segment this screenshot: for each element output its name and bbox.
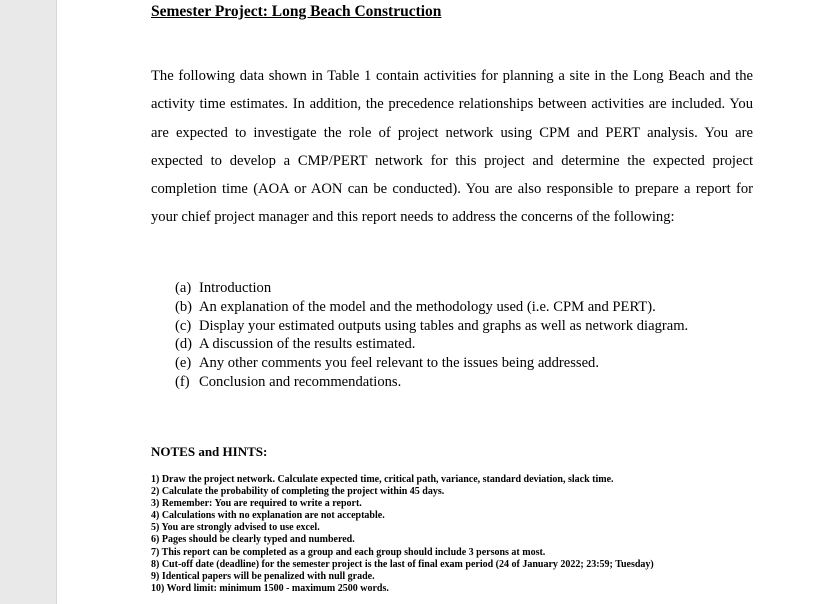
- note-item: 8) Cut-off date (deadline) for the semester project is the last of final exam period (24 of January 2022; 23:59; Tuesday): [151, 558, 654, 570]
- document-title: Semester Project: Long Beach Construction: [151, 3, 442, 20]
- note-item: 4) Calculations with no explanation are not acceptable.: [151, 510, 385, 522]
- list-marker: (d): [175, 336, 193, 353]
- list-item-text: Conclusion and recommendations.: [199, 373, 402, 390]
- note-item: 9) Identical papers will be penalized with null grade.: [151, 570, 375, 582]
- list-item: [175, 298, 709, 317]
- note-item: 1) Draw the project network. Calculate expected time, critical path, variance, standard deviation, slack time.: [151, 474, 614, 485]
- list-item: [175, 335, 709, 354]
- note-item: 7) This report can be completed as a group and each group should include 3 persons at most.: [151, 546, 546, 558]
- list-item-text: Display your estimated outputs using tables and graphs as well as network diagram.: [199, 317, 689, 334]
- list-marker: (c): [175, 317, 192, 334]
- list-item: [175, 317, 709, 336]
- notes-heading: NOTES and HINTS:: [151, 444, 268, 459]
- notes-list: [151, 474, 771, 595]
- list-item: [175, 373, 709, 392]
- note-item: 10) Word limit: minimum 1500 - maximum 2500 words.: [151, 582, 389, 594]
- note-item: 3) Remember: You are required to write a report.: [151, 498, 362, 510]
- list-marker: (a): [175, 280, 192, 296]
- list-item-text: Introduction: [199, 280, 272, 296]
- list-marker: (f): [175, 373, 190, 390]
- list-item-text: An explanation of the model and the methodology used (i.e. CPM and PERT).: [199, 298, 656, 315]
- list-item-text: Any other comments you feel relevant to the issues being addressed.: [199, 355, 600, 372]
- note-item: 5) You are strongly advised to use excel.: [151, 522, 320, 534]
- list-marker: (b): [175, 298, 193, 315]
- document-page: [56, 0, 824, 604]
- note-item: 2) Calculate the probability of completing the project within 45 days.: [151, 486, 445, 498]
- list-item: [175, 279, 709, 298]
- note-item: 6) Pages should be clearly typed and numbered.: [151, 534, 355, 546]
- list-marker: (e): [175, 355, 192, 372]
- list-item-text: A discussion of the results estimated.: [199, 336, 416, 353]
- list-item: [175, 354, 709, 373]
- intro-paragraph: The following data shown in Table 1 contain activities for planning a site in the Long Beach and the activity time estimates. In addition, the precedence relationships between activities are included. You are expected to investigate the role of project network using CPM and PERT analysis. You are expected to develop a CMP/PERT network for this project and determine the expected project completion time (AOA or AON can be conducted). You are also responsible to prepare a report for your chief project manager and this report needs to address the concerns of the following:: [151, 68, 753, 226]
- report-requirements-list: [175, 279, 709, 392]
